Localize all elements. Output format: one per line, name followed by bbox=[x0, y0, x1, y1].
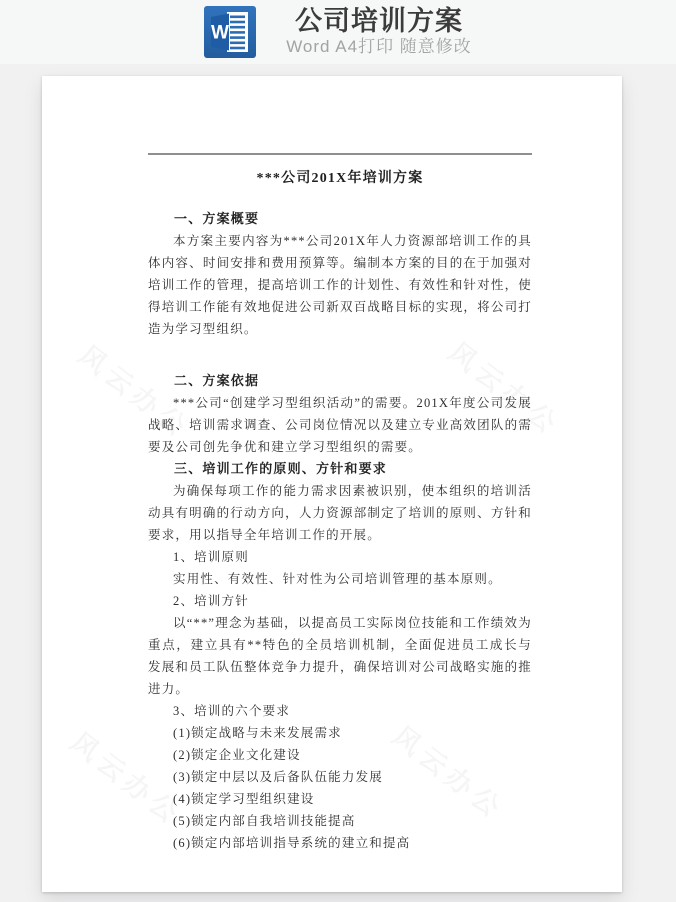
subheading-training-policy: 2、培训方针 bbox=[173, 594, 249, 608]
section-heading-principles: 三、培训工作的原则、方针和要求 bbox=[174, 461, 388, 476]
svg-text:W: W bbox=[211, 22, 230, 44]
watermark: 风云办公 bbox=[73, 340, 196, 445]
paragraph-basis: ***公司“创建学习型组织活动”的需要。201X年度公司发展战略、培训需求调查、公司岗位情况以及建立专业高效团队的需要及公司创先争优和建立学习型组织的需要。 bbox=[148, 396, 532, 454]
paragraph-overview: 本方案主要内容为***公司201X年人力资源部培训工作的具体内容、时间安排和费用预算等。编制本方案的目的在于加强对培训工作的管理，提高培训工作的计划性、有效性和针对性，使得培训工作能有效地促进公司新双百战略目标的实现，将公司打造为学习型组织。 bbox=[148, 234, 532, 336]
subheading-six-requirements: 3、培训的六个要求 bbox=[173, 704, 291, 718]
paragraph-principles: 为确保每项工作的能力需求因素被识别，使本组织的培训活动具有明确的行动方向，人力资源部制定了培训的原则、方针和要求，用以指导全年培训工作的开展。 bbox=[148, 484, 532, 542]
page-subtitle: Word A4打印 随意修改 bbox=[286, 37, 472, 56]
requirement-item: (3)锁定中层以及后备队伍能力发展 bbox=[173, 770, 383, 784]
requirement-item: (2)锁定企业文化建设 bbox=[173, 748, 301, 762]
requirement-item: (4)锁定学习型组织建设 bbox=[173, 792, 315, 806]
document-page bbox=[42, 76, 622, 892]
document-content bbox=[148, 76, 532, 854]
watermark: 风云办公 bbox=[65, 727, 188, 832]
word-icon bbox=[204, 6, 256, 58]
subheading-training-principle: 1、培训原则 bbox=[173, 550, 249, 564]
page-title: 公司培训方案 bbox=[295, 6, 463, 36]
section-heading-basis: 二、方案依据 bbox=[174, 373, 260, 388]
paragraph-policy: 以“**”理念为基础，以提高员工实际岗位技能和工作绩效为重点，建立具有**特色的全员培训机制，全面促进员工成长与发展和员工队伍整体竞争力提升，确保培训对公司战略实施的推进力。 bbox=[148, 616, 532, 696]
header-text bbox=[286, 6, 472, 58]
watermark: 风云办公 bbox=[443, 337, 566, 442]
requirement-item: (5)锁定内部自我培训技能提高 bbox=[173, 814, 356, 828]
template-header bbox=[0, 0, 676, 64]
requirement-item: (1)锁定战略与未来发展需求 bbox=[173, 726, 342, 740]
watermark: 风云办公 bbox=[387, 721, 510, 826]
document-title: ***公司201X年培训方案 bbox=[256, 171, 424, 186]
requirement-item: (6)锁定内部培训指导系统的建立和提高 bbox=[173, 836, 411, 850]
horizontal-rule bbox=[148, 153, 532, 155]
section-heading-overview: 一、方案概要 bbox=[174, 211, 260, 226]
principle-line: 实用性、有效性、针对性为公司培训管理的基本原则。 bbox=[173, 572, 502, 586]
